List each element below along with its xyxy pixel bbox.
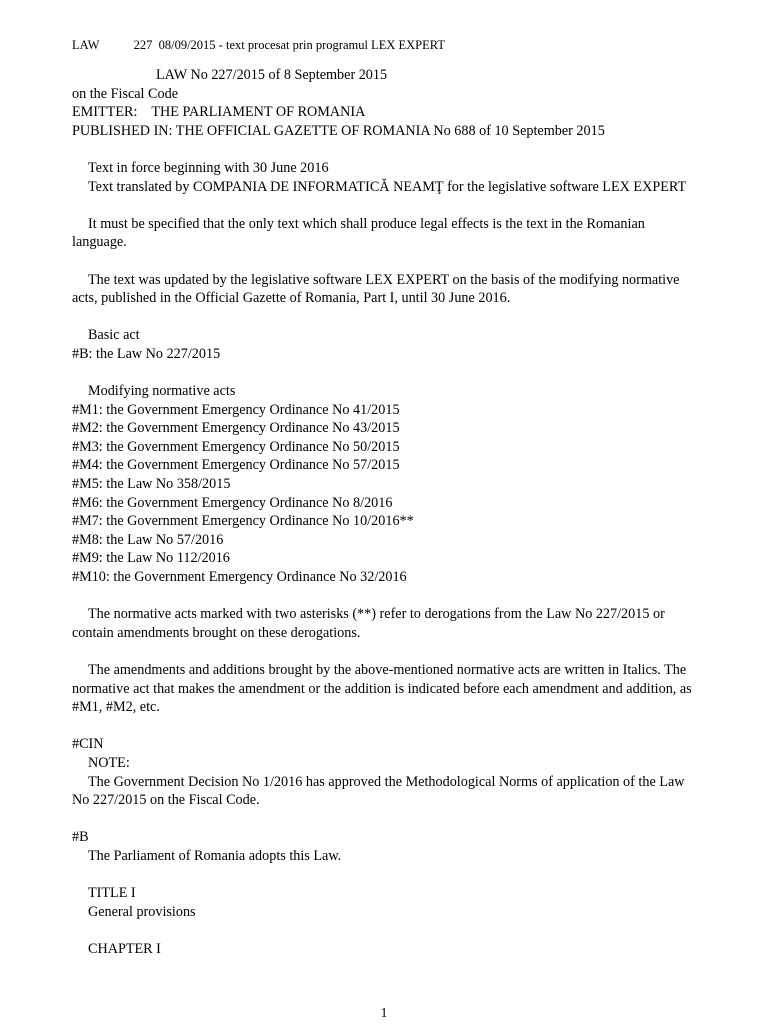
header-left: LAW [72,38,100,52]
amendments-line-1: The amendments and additions brought by the above-mentioned normative acts are written in Italics. The [88,662,687,678]
page-number: 1 [380,1006,388,1021]
law-subject: on the Fiscal Code [72,85,178,102]
basic-act-label: Basic act [88,327,140,344]
emitter-line: EMITTER: THE PARLIAMENT OF ROMANIA [72,104,366,121]
amendments-line-3: #M1, #M2, etc. [72,699,160,716]
modifying-acts-label: Modifying normative acts [88,383,236,400]
translated-line: Text translated by COMPANIA DE INFORMATICĂ NEAMŢ for the legislative software LEX EXPERT [88,178,687,195]
b-tag: #B [72,829,89,846]
amendments-line-2: normative act that makes the amendment or the addition is indicated before each amendment and addition, as [72,680,692,697]
list-item: #M2: the Government Emergency Ordinance No 43/2015 [72,420,400,437]
list-item: #M4: the Government Emergency Ordinance No 57/2015 [72,457,400,474]
published-line: PUBLISHED IN: THE OFFICIAL GAZETTE OF ROMANIA No 688 of 10 September 2015 [72,122,605,139]
legal-effects-line-2: language. [72,234,127,251]
list-item: #M10: the Government Emergency Ordinance No 32/2016 [72,569,407,586]
list-item: #M1: the Government Emergency Ordinance No 41/2015 [72,401,400,418]
header-right: 227 08/09/2015 - text procesat prin programul LEX EXPERT [133,38,445,52]
asterisks-line-1: The normative acts marked with two asterisks (**) refer to derogations from the Law No 227/2015 or [88,606,665,623]
title-i-name: General provisions [88,903,196,920]
in-force-line: Text in force beginning with 30 June 2016 [88,159,329,176]
list-item: #M5: the Law No 358/2015 [72,476,231,493]
updated-line-1: The text was updated by the legislative software LEX EXPERT on the basis of the modifying normative [88,271,680,288]
document-body [72,66,732,959]
title-i-label: TITLE I [88,885,136,902]
adopts-line: The Parliament of Romania adopts this Law. [88,847,342,864]
legal-effects-line-1: It must be specified that the only text which shall produce legal effects is the text in the Romanian [88,215,645,232]
list-item: #M9: the Law No 112/2016 [72,550,230,567]
updated-line-2: acts, published in the Official Gazette of Romania, Part I, until 30 June 2016. [72,290,511,307]
list-item: #M7: the Government Emergency Ordinance No 10/2016** [72,513,414,530]
note-label: NOTE: [88,754,130,771]
note-line-1: The Government Decision No 1/2016 has approved the Methodological Norms of application of the Law [88,773,685,790]
list-item: #M6: the Government Emergency Ordinance No 8/2016 [72,494,393,511]
asterisks-line-2: contain amendments brought on these derogations. [72,624,361,641]
law-title: LAW No 227/2015 of 8 September 2015 [156,67,388,83]
running-header [72,36,445,54]
list-item: #M8: the Law No 57/2016 [72,531,224,548]
basic-act-item: #B: the Law No 227/2015 [72,345,221,362]
list-item: #M3: the Government Emergency Ordinance No 50/2015 [72,438,400,455]
cin-tag: #CIN [72,736,104,753]
note-line-2: No 227/2015 on the Fiscal Code. [72,792,260,809]
chapter-label: CHAPTER I [88,940,161,957]
